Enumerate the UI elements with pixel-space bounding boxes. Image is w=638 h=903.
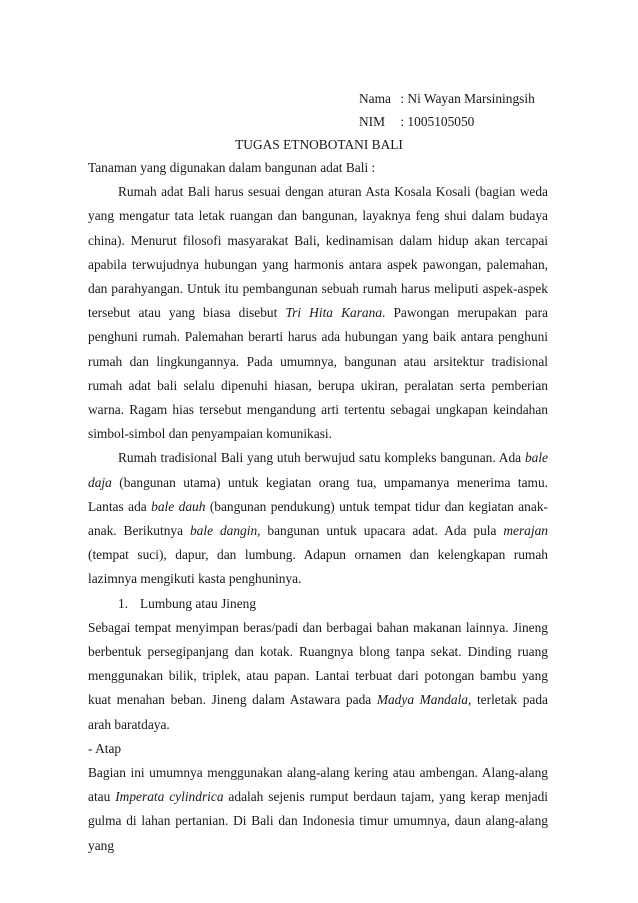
subheading-atap: - Atap [88, 740, 122, 756]
list-item [88, 592, 548, 616]
p1-text-a: Rumah adat Bali harus sesuai dengan aturan Asta Kosala Kosali (bagian weda yang mengatur tata letak ruangan dan bangunan, layaknya feng shui dalam budaya china). Menurut filosofi masyarakat Bali, kedinamisan dalam hidup akan tercapai apabila terwujudnya hubungan yang harmonis antara aspek pawongan, palemahan, dan parahyangan. Untuk itu pembangunan sebuah rumah harus meliputi aspek-aspek tersebut atau yang biasa disebut [88, 184, 548, 321]
p2-emphasis-3: bale dangin [189, 523, 258, 539]
p1-text-b: . Pawongan merupakan para penghuni rumah. Palemahan berarti harus ada hubungan yang baik antara penghuni rumah dan lingkungannya. Pada umumnya, bangunan atau arsitektur tradisional rumah adat bali selalu dipenuhi hiasan, berupa ukiran, peralatan serta pemberian warna. Ragam hias tersebut mengandung arti tertentu sebagai ungkapan keindahan simbol-simbol dan penyampaian komunikasi. [88, 305, 548, 442]
p4-emphasis: Imperata cylindrica [115, 789, 224, 805]
p1-emphasis: Tri Hita Karana [285, 305, 383, 321]
nim-value: : 1005105050 [400, 114, 475, 129]
p2-text-b: (bangunan utama) untuk kegiatan orang tua, umpamanya menerima tamu. Lantas ada [88, 474, 548, 514]
p3-text-b: , terletak pada arah baratdaya. [88, 692, 548, 732]
document-body [88, 156, 548, 858]
p2-text-a: Rumah tradisional Bali yang utuh berwujud satu kompleks bangunan. Ada [118, 450, 525, 466]
p3-emphasis: Madya Mandala [376, 692, 468, 708]
list-number: 1. [118, 595, 129, 611]
list-text: Lumbung atau Jineng [140, 595, 257, 611]
p2-emphasis-1: bale daja [88, 450, 548, 490]
p2-text-e: (tempat suci), dapur, dan lumbung. Adapun ornamen dan kelengkapan rumah lazimnya mengikuti kasta penghuninya. [88, 547, 548, 587]
p2-text-d: , bangunan untuk upacara adat. Ada pula [257, 523, 504, 539]
p2-text-c: (bangunan pendukung) untuk tempat tidur dan kegiatan anak-anak. Berikutnya [88, 498, 548, 539]
nim-label: NIM [359, 114, 386, 129]
name-line [359, 91, 535, 107]
paragraph-2 [88, 446, 548, 591]
intro-line: Tanaman yang digunakan dalam bangunan adat Bali : [88, 160, 376, 175]
p2-emphasis-2: bale dauh [151, 498, 206, 514]
title-text: TUGAS ETNOBOTANI BALI [235, 137, 403, 152]
p3-text-a: Sebagai tempat menyimpan beras/padi dan berbagai bahan makanan lainnya. Jineng berbentuk persegipanjang dan kotak. Ruangnya blong tanpa sekat. Dinding ruang menggunakan bilik, triplek, atau papan. Lantai terbuat dari potongan bambu yang kuat menahan beban. Jineng dalam Astawara pada [88, 619, 548, 708]
name-value: : Ni Wayan Marsiningsih [400, 91, 535, 106]
p2-emphasis-4: merajan [503, 523, 548, 539]
document-title [0, 137, 638, 153]
name-label: Nama [359, 91, 391, 106]
p4-text-b: adalah sejenis rumput berdaun tajam, yang kerap menjadi gulma di lahan pertanian. Di Bali dan Indonesia timur umumnya, daun alang-alang yang [88, 789, 548, 853]
paragraph-1 [88, 180, 548, 446]
p4-text-a: Bagian ini umumnya menggunakan alang-alang kering atau ambengan. Alang-alang atau [88, 765, 548, 805]
nim-line [359, 114, 474, 130]
paragraph-3 [88, 616, 548, 737]
paragraph-4 [88, 761, 548, 858]
